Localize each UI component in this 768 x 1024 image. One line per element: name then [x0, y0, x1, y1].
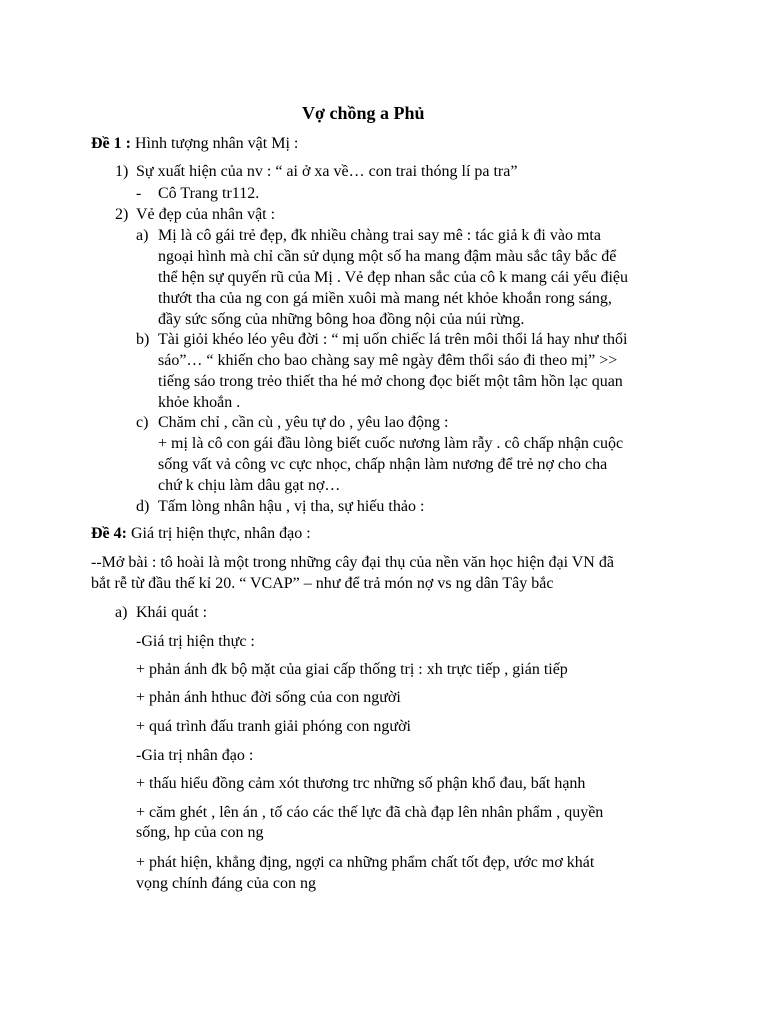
sub-b-line: tiếng sáo trong trẻo thiết tha hé mở chong đọc biết một tâm hồn lạc quan: [158, 373, 623, 390]
de1-item-1-text: Sự xuất hiện của nv : “ ai ở xa về… con trai thóng lí pa tra”: [136, 163, 518, 180]
de1-item-dash: -: [136, 185, 142, 202]
de1-heading: [91, 134, 298, 154]
de4-line: + phản ánh đk bộ mặt của giai cấp thống trị : xh trực tiếp , gián tiếp: [136, 661, 568, 678]
de4-a-text: Khái quát :: [136, 604, 208, 621]
de4-line: -Gia trị nhân đạo :: [136, 747, 254, 764]
de1-item-2-text: Vẻ đẹp của nhân vật :: [136, 206, 276, 223]
de4-line: vọng chính đáng của con ng: [136, 875, 316, 892]
de4-label: Đề 4:: [91, 525, 127, 542]
sub-b-letter: b): [136, 331, 150, 348]
page-title: Vợ chồng a Phủ: [302, 103, 425, 123]
sub-b-line: sáo”… “ khiến cho bao chàng say mê ngày đêm thổi sáo đi theo mị” >>: [158, 352, 618, 369]
de4-heading: [91, 524, 311, 544]
de1-item-dash-text: Cô Trang tr112.: [158, 185, 260, 202]
sub-a-line: đầy sức sống của những bông hoa đồng nội của núi rừng.: [158, 311, 525, 328]
de4-line: -Giá trị hiện thực :: [136, 633, 255, 650]
sub-c-letter: c): [136, 414, 149, 431]
de1-item-1-num: 1): [115, 163, 129, 180]
de4-intro-line: --Mở bài : tô hoài là một trong những cây đại thụ của nền văn học hiện đại VN đã: [91, 554, 614, 571]
de4-line: + quá trình đấu tranh giải phóng con người: [136, 718, 411, 735]
sub-b-line: Tài giỏi khéo léo yêu đời : “ mị uốn chiếc lá trên môi thổi lá hay như thổi: [158, 331, 628, 348]
de4-line: + căm ghét , lên án , tố cáo các thế lực đã chà đạp lên nhân phẩm , quyền: [136, 804, 604, 821]
sub-d-line: Tấm lòng nhân hậu , vị tha, sự hiếu thảo :: [158, 498, 425, 515]
sub-a-line: Mị là cô gái trẻ đẹp, đk nhiều chàng trai say mê : tác giả k đi vào mta: [158, 227, 601, 244]
de1-label: Đề 1 :: [91, 135, 131, 152]
sub-a-letter: a): [136, 227, 149, 244]
sub-a-line: ngoại hình mà chỉ cần sử dụng một số ha mang đậm màu sắc tây bắc để: [158, 248, 617, 265]
sub-a-line: thướt tha của ng con gá miền xuôi mà mang nét khỏe khoắn rong sáng,: [158, 290, 612, 307]
sub-a-line: thể hện sự quyến rũ của Mị . Vẻ đẹp nhan sắc của cô k mang cái yểu điệu: [158, 269, 628, 286]
de1-text: Hình tượng nhân vật Mị :: [134, 135, 299, 152]
sub-d-letter: d): [136, 498, 150, 515]
de4-line: + phát hiện, khẳng địng, ngợi ca những phẩm chất tốt đẹp, ước mơ khát: [136, 854, 595, 871]
de4-text: Giá trị hiện thực, nhân đạo :: [130, 525, 311, 542]
sub-c-line: Chăm chỉ , cần cù , yêu tự do , yêu lao động :: [158, 414, 449, 431]
de4-line: + thấu hiểu đồng cảm xót thương trc những số phận khổ đau, bất hạnh: [136, 775, 586, 792]
de4-intro-line: bắt rễ từ đầu thế kỉ 20. “ VCAP” – như để trả món nợ vs ng dân Tây bắc: [91, 575, 554, 592]
sub-c-line: + mị là cô con gái đầu lòng biết cuốc nương làm rẫy . cô chấp nhận cuộc: [158, 435, 624, 452]
sub-c-line: sống vất vả công vc cực nhọc, chấp nhận làm nương để trẻ nợ cho cha: [158, 456, 608, 473]
sub-b-line: khỏe khoắn .: [158, 394, 241, 411]
de4-line: sống, hp của con ng: [136, 824, 264, 841]
de4-a-letter: a): [115, 604, 128, 621]
de4-line: + phản ánh hthuc đời sống của con người: [136, 689, 401, 706]
de1-item-2-num: 2): [115, 206, 129, 223]
sub-c-line: chứ k chịu làm dâu gạt nợ…: [158, 477, 341, 494]
